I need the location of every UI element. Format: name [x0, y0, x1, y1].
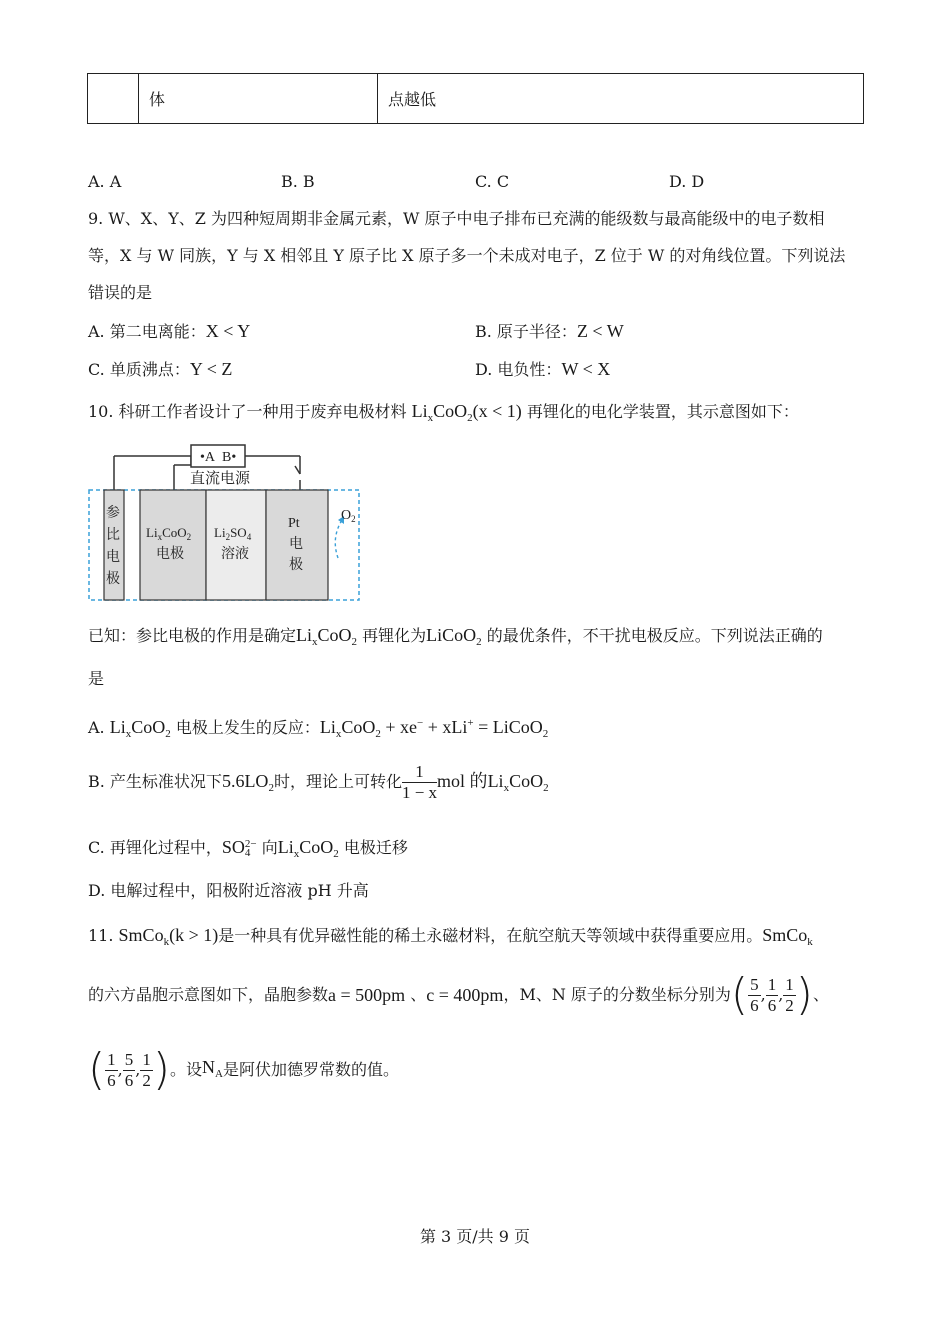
q10-option-c-sulfate: SO 2− 4 [221, 837, 257, 859]
q10-option-a-label: A. [88, 718, 105, 737]
q10-option-a-formula: $Li_xCoO_2$ [109, 717, 171, 740]
answer-table-fragment [87, 73, 864, 124]
q9-option-a-math: X < Y [205, 321, 251, 341]
m-coordinates: ( $\frac{5}{6}$ , $\frac{1}{6}$ , $\frac{1}{2}$ ) [730, 969, 813, 1020]
q10-option-c-pre: C. 再锂化过程中， [88, 838, 222, 857]
q11-condition: (k > 1) [169, 925, 219, 945]
q10-known-formula-1: $Li_xCoO_2$ [296, 625, 358, 648]
li2so4-solution-word: 溶液 [221, 546, 249, 562]
q10-option-b-volume: $5.6LO_2$ [221, 771, 274, 794]
q8-option-a[interactable]: A. A [88, 172, 122, 191]
lixcoo2-electrode-word: 电极 [156, 546, 184, 562]
q10-option-a-equation: $Li_xCoO_2 + xe^- + xLi^+$ = LiCoO$_2$ [319, 717, 549, 740]
q11-line2-pre: 的六方晶胞示意图如下，晶胞参数 [88, 985, 329, 1004]
q10-option-c-post: 电极迁移 [343, 838, 408, 857]
q11-line1-post: 是一种具有优异磁性能的稀土永磁材料，在航空航天等领域中获得重要应用。 [218, 926, 763, 945]
ref-char-2: 比 [106, 527, 120, 543]
right-paren-icon: ) [795, 969, 813, 1020]
q10-option-b[interactable] [88, 762, 549, 803]
q11-stem-line3 [88, 1045, 399, 1095]
q10-known-mid: 再锂化为 [362, 626, 427, 645]
q11-line3-end: 是阿伏加德罗常数的值。 [223, 1060, 400, 1079]
q10-option-c-formula: $Li_xCoO_2$ [277, 837, 339, 860]
q8-option-b[interactable]: B. B [281, 172, 315, 191]
ref-char-3: 电 [106, 549, 120, 565]
left-paren-icon: ( [730, 969, 749, 1020]
terminal-a-label: •A [200, 450, 216, 465]
q10-stem-pre: 10. 科研工作者设计了一种用于废弃电极材料 [88, 402, 407, 421]
q10-option-a-text: 电极上发生的反应： [175, 718, 320, 737]
q10-condition: (x < 1) [472, 401, 522, 421]
q9-option-a[interactable] [88, 320, 250, 343]
q11-param-a: a = 500pm [328, 985, 406, 1005]
q9-option-c[interactable] [88, 358, 232, 381]
lixcoo2-electrode-formula: $Li_xCoO_2$ [146, 525, 192, 542]
q10-option-b-mid: 时，理论上可转化 [273, 772, 402, 791]
q11-sep: 、 [410, 985, 427, 1004]
ref-char-4: 极 [106, 571, 120, 587]
q10-option-b-fraction [402, 762, 437, 803]
q11-stem-line2: 的六方晶胞示意图如下，晶胞参数 a = 500pm 、 c = 400pm ，M、N 原子的分数坐标分别为 ( $\frac{5}{6}$ , $\frac{1}{6}$ , $\frac{1}{2}$ ) 、 [88, 969, 829, 1020]
q9-stem-line3: 错误的是 [88, 283, 153, 302]
q9-option-c-math: Y < Z [189, 359, 233, 379]
q9-option-d-math: W < X [561, 359, 611, 379]
q9-option-d[interactable] [475, 358, 610, 381]
q10-known-post: 的最优条件，不干扰电极反应。下列说法正确的 [486, 626, 823, 645]
q11-line2-mid: ，M、N 原子的分数坐标分别为 [503, 985, 731, 1004]
q9-option-d-label: D. 电负性： [475, 360, 562, 379]
electrochemical-device-diagram [88, 440, 373, 605]
o2-arrow-icon [335, 520, 342, 558]
q11-line3-post: 。设 [170, 1060, 203, 1079]
q10-option-c[interactable] [88, 836, 408, 865]
q11-param-c: c = 400pm [426, 985, 504, 1005]
pt-word-1: 电 [289, 536, 303, 552]
lixcoo2-electrode [140, 490, 206, 600]
q10-option-d[interactable]: D. 电解过程中，阳极附近溶液 pH 升高 [88, 881, 369, 900]
table-cell-property: 点越低 [378, 74, 864, 124]
fraction-denominator: 1 − x [401, 783, 438, 802]
q10-option-b-unit: mol 的 [437, 771, 488, 791]
pt-word-2: 极 [289, 557, 303, 573]
li2so4-solution [206, 490, 266, 600]
q10-formula-lixcoo2: $Li_xCoO_2$ [411, 401, 473, 424]
avogadro-symbol: $N_A$ [202, 1056, 223, 1080]
q9-option-b-math: Z < W [576, 321, 624, 341]
q10-stem-post: 再锂化的电化学装置，其示意图如下： [526, 402, 799, 421]
table-cell-empty [88, 74, 139, 124]
table-cell-state: 体 [139, 74, 378, 124]
fraction-numerator: 1 [402, 762, 437, 783]
q9-option-a-label: A. 第二电离能： [88, 322, 206, 341]
q8-option-c[interactable]: C. C [475, 172, 510, 191]
q9-option-c-label: C. 单质沸点： [88, 360, 190, 379]
q11-formula-smcok-2: SmCo$_k$ [762, 925, 813, 948]
page-footer: 第 3 页/共 9 页 [419, 1227, 531, 1246]
q10-option-b-pre: B. 产生标准状况下 [88, 772, 222, 791]
q10-option-c-mid: 向 [261, 838, 278, 857]
li2so4-formula: $Li_2SO_4$ [214, 525, 252, 542]
q10-known-line1 [88, 624, 823, 653]
q10-option-b-formula: $Li_xCoO_2$ [487, 771, 549, 794]
q10-stem [88, 400, 799, 429]
q9-stem-line2: 等，X 与 W 同族，Y 与 X 相邻且 Y 原子比 X 原子多一个未成对电子，Z 位于 W 的对角线位置。下列说法 [88, 246, 846, 265]
q11-number: 11. [88, 926, 114, 945]
power-source-label: 直流电源 [190, 469, 251, 487]
pt-label: Pt [288, 516, 300, 531]
terminal-b-label: B• [222, 450, 237, 465]
q9-option-b[interactable] [475, 320, 624, 343]
q10-option-a[interactable] [88, 712, 548, 745]
right-paren-icon: ) [152, 1044, 171, 1095]
o2-label: $O_2$ [341, 508, 356, 524]
q10-known-pre: 已知：参比电极的作用是确定 [88, 626, 297, 645]
q11-stem-line1 [88, 924, 813, 953]
q10-known-line2: 是 [88, 669, 105, 688]
n-coordinates: ( $\frac{1}{6}$ , $\frac{5}{6}$ , $\frac{1}{2}$ ) [88, 1044, 171, 1095]
q9-stem-line1: 9. W、X、Y、Z 为四种短周期非金属元素，W 原子中电子排布已充满的能级数与最高能级中的电子数相 [88, 209, 825, 228]
ref-char-1: 参 [106, 505, 120, 521]
q10-known-formula-2: LiCoO$_2$ [426, 625, 482, 648]
q8-option-d[interactable]: D. D [669, 172, 705, 191]
q11-formula-smcok: SmCo$_k$ [118, 925, 170, 948]
q9-option-b-label: B. 原子半径： [475, 322, 577, 341]
left-paren-icon: ( [88, 1044, 106, 1095]
